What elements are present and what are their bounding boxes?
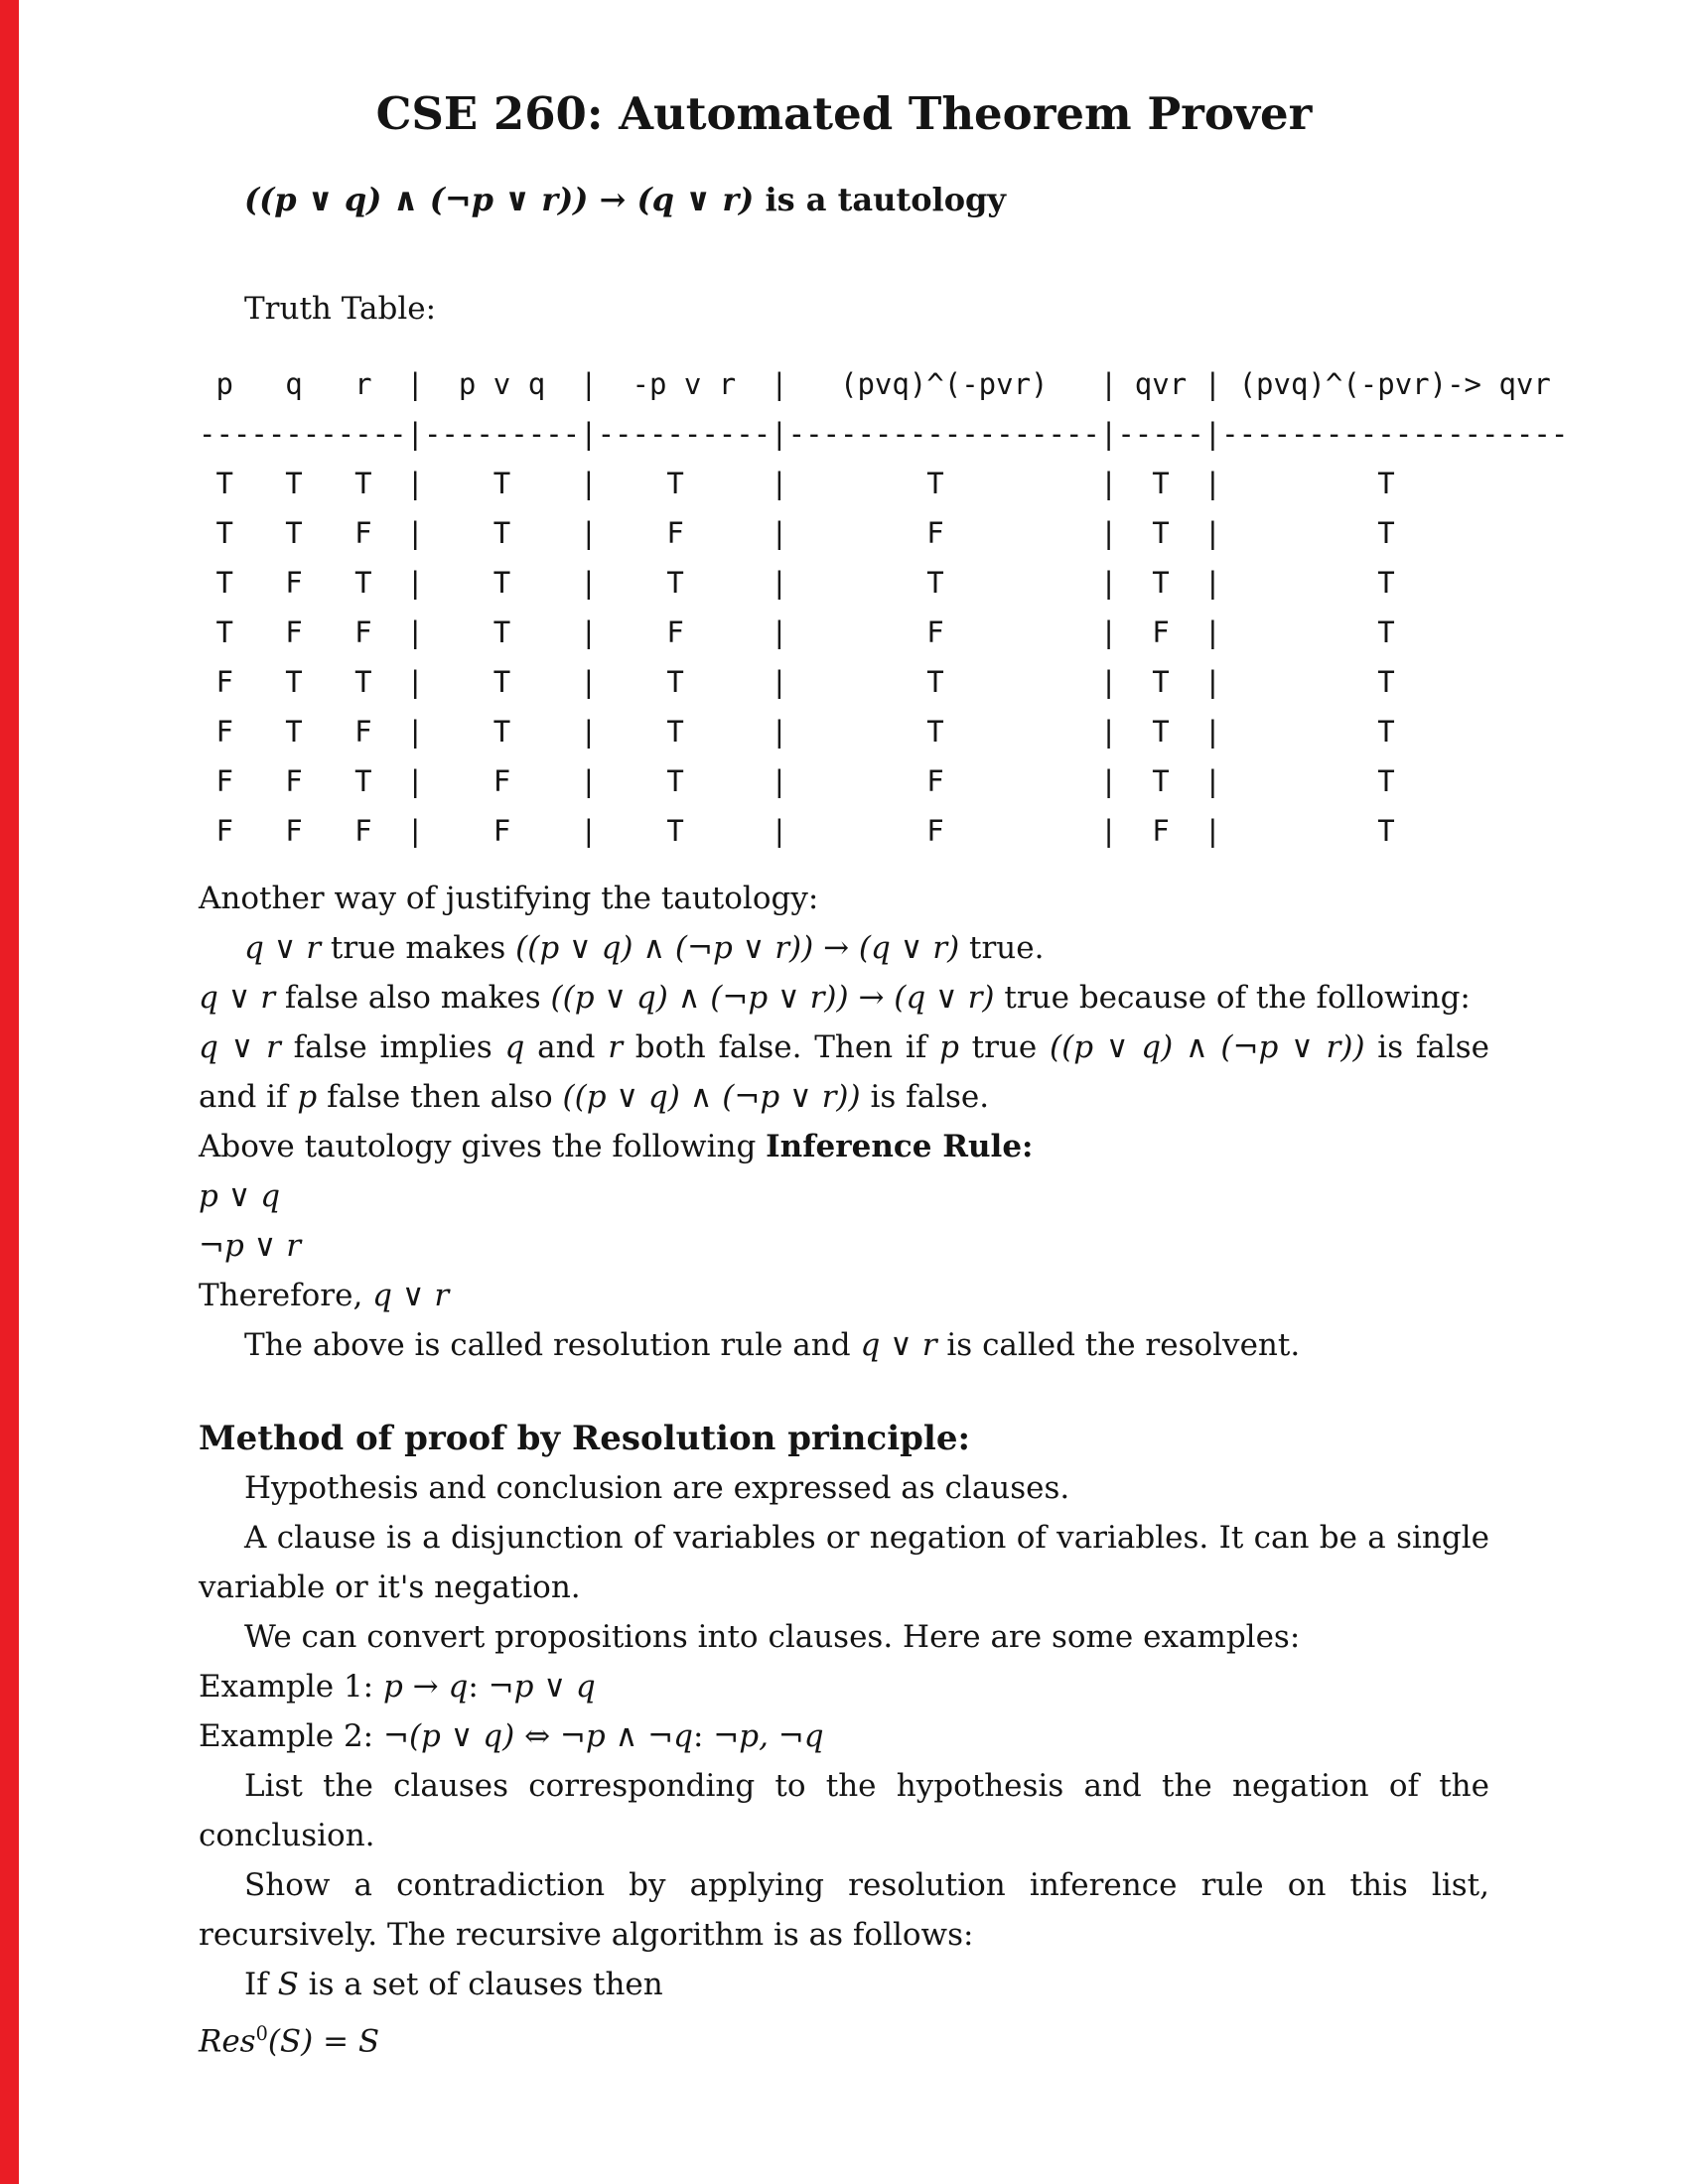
paragraph: We can convert propositions into clauses. Here are some examples: [244,1619,1301,1655]
truth-table-row: T F T | T | T | T | T | T [199,566,1569,600]
paragraph: Show a contradiction by applying resolution inference rule on this list, recursively. The recursive algorithm is as follows: [199,1867,1489,1953]
truth-table-row: T T T | T | T | T | T | T [199,467,1569,500]
paragraph: Example 1: p → q: ¬p ∨ q [199,1669,596,1705]
truth-table-row: F F T | F | T | F | T | T [199,764,1569,798]
truth-table-row: F F F | F | T | F | F | T [199,814,1569,848]
truth-table-header: p q r | p v q | -p v r | (pvq)^(-pvr) | qvr | (pvq)^(-pvr)-> qvr [199,367,1569,401]
tautology-statement-label: is a tautology [754,181,1007,218]
truth-table-separator: ------------|---------|----------|------------------|-----|-------------------- [199,417,1569,451]
paragraph: Example 2: ¬(p ∨ q) ⇔ ¬p ∧ ¬q: ¬p, ¬q [199,1718,824,1754]
paragraph: Hypothesis and conclusion are expressed as clauses. [244,1470,1070,1506]
paragraph: p ∨ q [199,1178,281,1214]
paragraph: Another way of justifying the tautology: [199,881,819,916]
truth-table-row: F T F | T | T | T | T | T [199,715,1569,749]
paragraph: If S is a set of clauses then [244,1967,663,2002]
truth-table-row: T T F | T | F | F | T | T [199,516,1569,550]
paragraph: The above is called resolution rule and q ∨ r is called the resolvent. [244,1327,1301,1363]
paragraph: List the clauses corresponding to the hypothesis and the negation of the conclusion. [199,1768,1489,1853]
truth-table [199,359,1569,856]
paragraph: Res$^0$(S) = S [199,2022,380,2060]
paragraph: Above tautology gives the following Inference Rule: [199,1129,1034,1164]
paragraph: q ∨ r true makes ((p ∨ q) ∧ (¬p ∨ r)) → (q ∨ r) true. [244,930,1045,966]
page-title: CSE 260: Automated Theorem Prover [375,87,1313,140]
paragraph: A clause is a disjunction of variables or negation of variables. It can be a single variable or it's negation. [199,1520,1489,1605]
truth-table-label: Truth Table: [244,291,437,327]
page-edge-red-stripe [0,0,19,2184]
paragraph: ¬p ∨ r [199,1228,302,1264]
truth-table-row: F T T | T | T | T | T | T [199,665,1569,699]
paragraph: q ∨ r false also makes ((p ∨ q) ∧ (¬p ∨ r)) → (q ∨ r) true because of the following: [199,980,1471,1016]
tautology-formula: ((p ∨ q) ∧ (¬p ∨ r)) → (q ∨ r) [244,181,755,218]
paragraph: Therefore, q ∨ r [199,1278,450,1313]
body-text [199,874,1489,2066]
tautology-statement [244,175,1489,224]
truth-table-row: T F F | T | F | F | F | T [199,615,1569,649]
paragraph: q ∨ r false implies q and r both false. Then if p true ((p ∨ q) ∧ (¬p ∨ r)) is false and if p false then also ((p ∨ q) ∧ (¬p ∨ r)) is false. [199,1029,1490,1115]
section-heading: Method of proof by Resolution principle: [199,1419,971,1458]
